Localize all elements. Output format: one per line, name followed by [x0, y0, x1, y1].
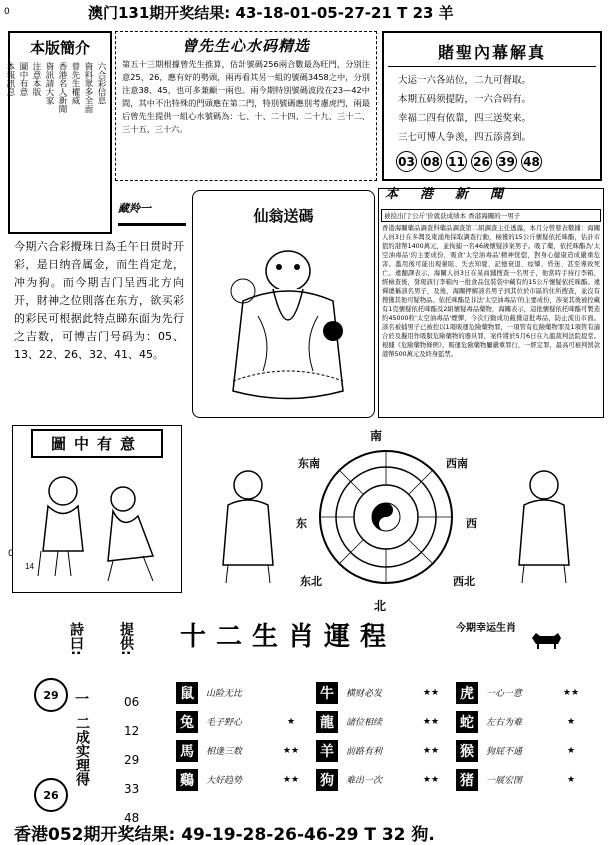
poem-line: 本期五码须提防，一六合码有。 — [398, 94, 532, 105]
zodiac-text: 横财必发 — [346, 689, 383, 699]
intro-box — [5, 31, 112, 234]
comment-box: 今期六合彩攪珠日為壬午日贯时开彩，是日纳音属金，而生肖定龙，冲为狗。而今期吉门呈西北方向开，財神之位則落在东方，欲买彩的彩民可根据此特点睇东面为先行之吉数，可博吉门号码为：05、13、22、26、32、41、45。 — [14, 240, 184, 361]
intro-col: 本報訊息 — [5, 62, 15, 96]
ox-icon — [528, 628, 564, 650]
zodiac-text: 大好趋势 — [206, 776, 243, 786]
zodiac-stars: ★ — [566, 774, 576, 785]
zodiac-row — [176, 765, 596, 794]
circle-num-top: 29 — [34, 678, 68, 712]
zodiac-char: 馬 — [176, 740, 198, 762]
intro-columns — [5, 62, 107, 222]
poem-char: 实理 — [74, 744, 90, 772]
news-headline: 被捡出门‘公斤’价就获成绩本 香港海關的一男子 — [381, 209, 601, 222]
zodiac-row — [176, 736, 596, 765]
intro-title: 本版簡介 — [29, 39, 90, 57]
zodiac-stars: ★ — [286, 716, 296, 727]
compass-wheel — [316, 447, 456, 587]
poem-char: 一 — [75, 692, 89, 708]
corner-mark-left: 0 — [4, 7, 10, 17]
zodiac-char: 牛 — [316, 682, 338, 704]
provide-number: 29 — [124, 753, 140, 767]
intro-col: 資料眾多全面 — [83, 62, 93, 113]
zodiac-text: 难出一次 — [346, 776, 383, 786]
zodiac-stars: ★★ — [422, 745, 440, 756]
poem-lines — [384, 71, 600, 147]
header-top-result: 澳门131期开奖结果: 43-18-01-05-27-21 T 23 羊 — [88, 4, 454, 22]
master-body: 第五十三期根據曾先生推算，估計號碼256兩合數最為旺門，分別注意25、26，應有好的勢頭，兩再看其另一組的號碼3458之中，分別注意38、45，也可多兼顧一兩也。兩今期特別號碼波段在23—42中間，其中不出特殊的門頭應在第二門，特別號碼應別考慮虎門，兩最后曾先生提供一組心水號碼為：七、十、二十四、二十九、三十二、三十五、三十六。 — [122, 59, 370, 134]
zodiac-char: 虎 — [456, 682, 478, 704]
poem-vertical — [72, 690, 92, 786]
header-bottom-result: 香港052期开奖结果: 49-19-28-26-46-29 T 32 狗. — [14, 825, 435, 845]
zodiac-text: 一心一意 — [486, 689, 523, 699]
lucky-label: 今期幸运生肖 — [456, 623, 516, 634]
poem-label: 詩曰: — [68, 622, 84, 656]
number-ball: 08 — [421, 151, 442, 172]
zodiac-char: 蛇 — [456, 711, 478, 733]
dir-west: 西 — [466, 517, 477, 530]
zodiac-stars: ★★ — [422, 774, 440, 785]
intro-col: 曾先生權威 — [70, 62, 80, 105]
news-body: 香港海關藥品調查科藥品調查第二組調查主任透露，本月分曾發表數據：海關人員3日在多灣及東涌角採取調查行動，檢獲的15公斤懷疑依托咪酯，估計市值約港幣1400萬元，並拘捕一名46歲懷疑涉案男子。吸了藥，依托咪酯為'太空油毒品'的主要成份，吸食'太空油毒品'精神恍惚，對身心健康造成嚴重危害。濫用後可能出現暈眩、失去知覺、記憶衰退、痙攣、昏迷、甚至導致死亡。違翻譯表示，海關人員3日在某商鋪搜查一名男子，他當時手持行李箱，經檢查後，發現該行李箱內一批食品包裝袋中藏有約15公斤懷疑依托咪酯。違禪總稱該名男子，及後，海關押解該名男子到其位於市區的住所搜查，並沒有搜獲其他可疑物品。依托咪酯是非法'太空油毒品'的主要成份，涉案其後被控藏有1克懷疑依托咪酯及2組懷疑毒品藥物，海關表示，這批懷疑依托咪酯可製造約45000粒'太空油毒品'煙彈，今次行動成功截獲這批毒品，防止流出市面。該名被捕男子已被控以1項販運危險藥物罪，一項管有危險藥物罪及1項管有適合於及擬用作吸服危險藥物的器具罪，案件將於5月6日在九龍裁判法院提堂。根據《危險藥物條例》，販運危險藥物屬嚴重罪行，一經定罪，最高可被判罰款港幣500萬元及終身監禁。 — [382, 225, 600, 358]
zodiac-char: 龍 — [316, 711, 338, 733]
master-title: 曾先生心水码精选 — [181, 37, 310, 55]
zodiac-stars: ★★ — [422, 687, 440, 698]
news-title: 本港新聞 — [385, 187, 526, 202]
dir-nw: 西北 — [453, 575, 475, 588]
number-ball: 26 — [471, 151, 492, 172]
cartoon-box — [12, 425, 182, 593]
zodiac-char: 鷄 — [176, 769, 198, 791]
zodiac-char: 兔 — [176, 711, 198, 733]
compass-box — [188, 425, 604, 613]
master-box — [115, 31, 377, 181]
intro-col: 圖中有意 — [18, 62, 28, 96]
zodiac-text: 相逢三数 — [206, 747, 243, 757]
provide-number: 33 — [124, 782, 140, 796]
poem-title: 賭聖內幕解真 — [388, 37, 596, 67]
zodiac-stars: ★ — [566, 745, 576, 756]
intro-col: 六合彩信息 — [96, 62, 106, 105]
intro-col: 注意本版 — [31, 62, 41, 96]
zodiac-text: 毛子野心 — [206, 718, 243, 728]
zodiac-stars: ★★ — [282, 745, 300, 756]
zodiac-row — [176, 707, 596, 736]
dir-sw: 西南 — [446, 457, 468, 470]
number-ball: 03 — [396, 151, 417, 172]
dir-ne: 东北 — [300, 575, 322, 588]
zodiac-text: 諸位相续 — [346, 718, 383, 728]
provide-number: 48 — [124, 811, 140, 825]
zodiac-row — [176, 678, 596, 707]
provide-number: 06 — [124, 695, 140, 709]
dir-se: 东南 — [298, 457, 320, 470]
zodiac-stars: ★ — [566, 716, 576, 727]
fortune-title: 十二生肖運程 — [180, 622, 397, 652]
poem-line: 大运一六各站位，二九可督取。 — [398, 75, 532, 86]
zodiac-text: 山险无比 — [206, 689, 243, 699]
fortune-section — [16, 608, 604, 825]
poem-box — [382, 31, 602, 181]
cartoon-num: 14 — [25, 562, 34, 571]
poem-char: 二成 — [74, 716, 90, 744]
provide-label: 提供: — [118, 622, 134, 656]
poem-balls — [384, 151, 600, 172]
news-box — [378, 188, 604, 418]
zodiac-stars: ★★ — [422, 716, 440, 727]
number-ball: 39 — [496, 151, 517, 172]
number-ball: 11 — [446, 151, 467, 172]
dir-south: 南 — [370, 429, 383, 443]
zodiac-stars: ★★ — [282, 774, 300, 785]
side-tag: 藏羚一 — [118, 200, 186, 226]
xian-box — [192, 190, 375, 418]
child-figure-right — [504, 465, 584, 585]
zodiac-text: 一展宏图 — [486, 776, 523, 786]
poem-line: 幸福二四有依靠，四三送奖来。 — [398, 113, 532, 124]
zodiac-text: 前路有利 — [346, 747, 383, 757]
number-ball: 48 — [521, 151, 542, 172]
immortal-illustration — [203, 231, 363, 411]
zodiac-text: 左右为难 — [486, 718, 523, 728]
corner-mark-left-mid: 0 — [8, 549, 14, 559]
intro-col: 香港名人新聞 — [57, 62, 67, 113]
zodiac-stars: ★★ — [562, 687, 580, 698]
zodiac-char: 狗 — [316, 769, 338, 791]
zodiac-char: 鼠 — [176, 682, 198, 704]
provide-number: 12 — [124, 724, 140, 738]
provide-numbers — [124, 688, 139, 833]
zodiac-text: 狗屁不通 — [486, 747, 523, 757]
intro-col: 資訊請大家 — [44, 62, 54, 105]
poem-char: 得 — [74, 772, 90, 786]
dir-east: 东 — [296, 517, 307, 530]
circle-num-bottom: 26 — [34, 778, 68, 812]
poem-line: 三七可博人争羡，四五添喜到。 — [398, 132, 532, 143]
cartoon-illustration — [13, 461, 179, 591]
xian-title: 仙翁送碼 — [253, 207, 314, 225]
zodiac-char: 猴 — [456, 740, 478, 762]
cartoon-title: 圖中有意 — [31, 429, 163, 458]
zodiac-char: 羊 — [316, 740, 338, 762]
child-figure-left — [208, 465, 288, 585]
zodiac-grid — [176, 678, 596, 794]
dir-north: 北 — [374, 599, 387, 613]
zodiac-char: 猪 — [456, 769, 478, 791]
